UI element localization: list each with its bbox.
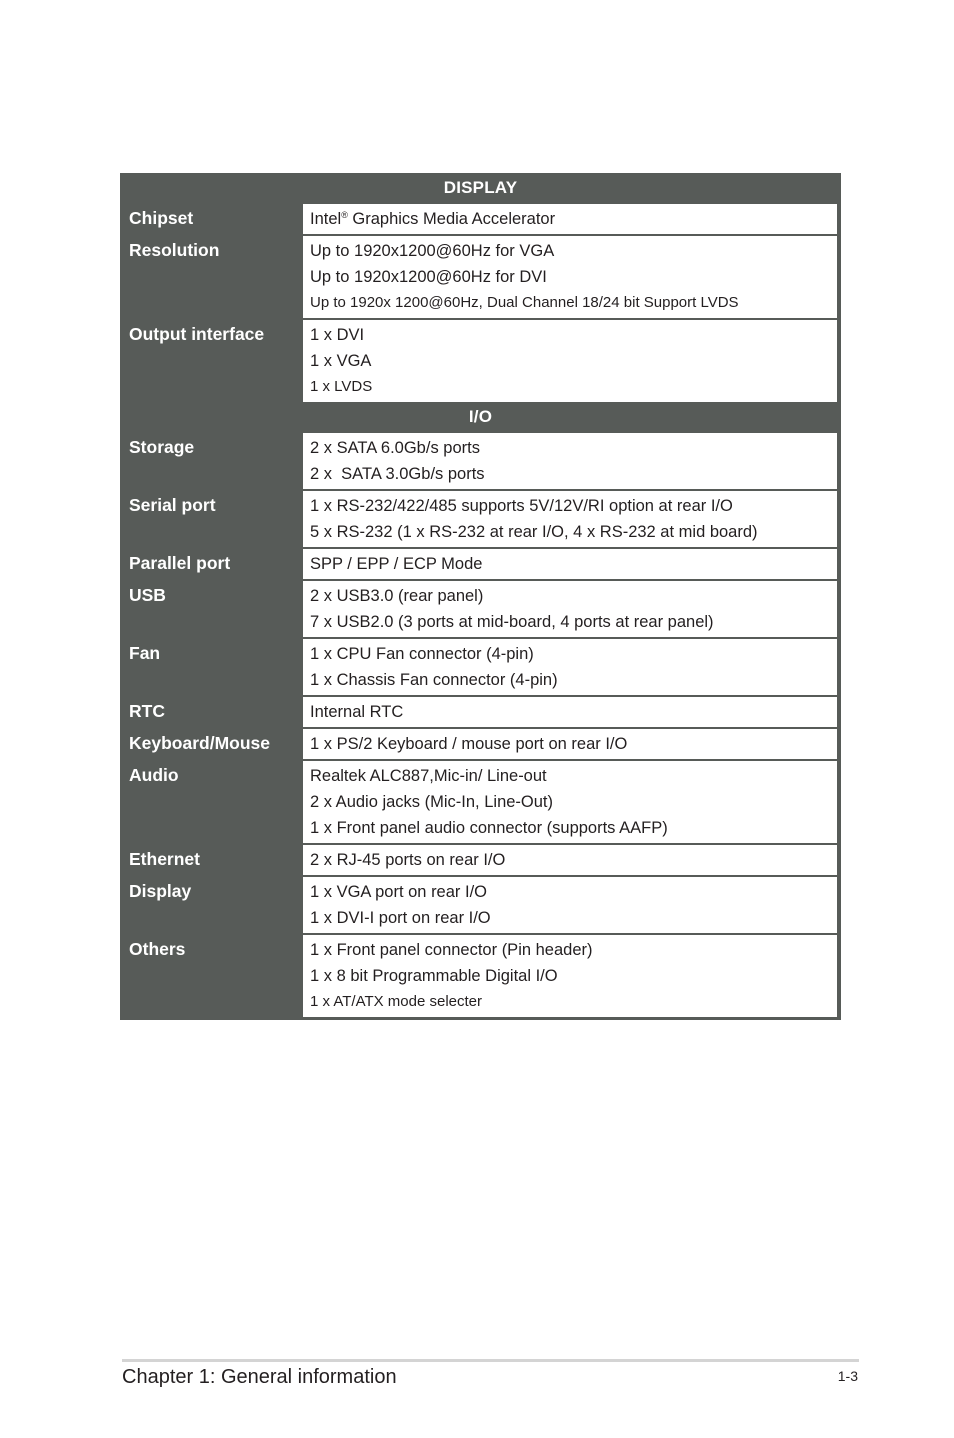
spec-row-values (303, 320, 837, 402)
spec-value-line: 1 x DVI-I port on rear I/O (310, 909, 491, 927)
spec-value-line: Realtek ALC887,Mic-in/ Line-out (310, 767, 547, 785)
spec-row-values (303, 729, 837, 759)
spec-value-line: 1 x 8 bit Programmable Digital I/O (310, 967, 558, 985)
spec-row-label: Fan (129, 643, 161, 663)
spec-value-line: 5 x RS-232 (1 x RS-232 at rear I/O, 4 x RS-232 at mid board) (310, 523, 758, 541)
spec-value-line: 1 x RS-232/422/485 supports 5V/12V/RI option at rear I/O (310, 497, 733, 515)
spec-row (120, 234, 837, 318)
footer-page-number: 1-3 (837, 1368, 858, 1384)
spec-value-line: 1 x DVI (310, 326, 365, 344)
spec-value-line: 1 x VGA port on rear I/O (310, 883, 487, 901)
spec-value-line: 1 x Front panel connector (Pin header) (310, 941, 593, 959)
spec-row (120, 432, 837, 489)
footer-chapter-title: Chapter 1: General information (122, 1366, 397, 1388)
spec-row (120, 727, 837, 759)
footer-rule (122, 1359, 859, 1362)
spec-value-line: 1 x Chassis Fan connector (4-pin) (310, 671, 558, 689)
spec-value-line: 2 x RJ-45 ports on rear I/O (310, 851, 506, 869)
spec-value-line: Internal RTC (310, 703, 404, 721)
spec-value-line: SPP / EPP / ECP Mode (310, 555, 483, 573)
spec-row-values (303, 433, 837, 489)
spec-row-values (303, 491, 837, 547)
spec-value-line: Up to 1920x1200@60Hz for DVI (310, 268, 547, 286)
spec-value-line: 1 x Front panel audio connector (supports AAFP) (310, 819, 668, 837)
spec-value-line: 2 x Audio jacks (Mic-In, Line-Out) (310, 793, 554, 811)
spec-row (120, 637, 837, 695)
spec-row-values (303, 204, 837, 234)
spec-value-line: 1 x PS/2 Keyboard / mouse port on rear I/O (310, 735, 628, 753)
spec-value-line: 2 x SATA 3.0Gb/s ports (310, 465, 485, 483)
spec-value-line (310, 206, 837, 232)
spec-row (120, 875, 837, 933)
spec-row (120, 843, 837, 875)
spec-row-values (303, 877, 837, 933)
spec-row-label: Display (129, 881, 192, 901)
spec-row (120, 695, 837, 727)
spec-row-label: RTC (129, 701, 165, 721)
spec-row-label: Serial port (129, 495, 216, 515)
spec-row-values (303, 549, 837, 579)
spec-row-values (303, 639, 837, 695)
spec-value-line: 1 x VGA (310, 352, 372, 370)
spec-row (120, 318, 837, 402)
spec-value-line: 1 x CPU Fan connector (4-pin) (310, 645, 534, 663)
spec-value-text: Intel (310, 210, 342, 228)
spec-row-label: Audio (129, 765, 179, 785)
spec-row-values (303, 761, 837, 843)
spec-value-line: Up to 1920x1200@60Hz for VGA (310, 242, 555, 260)
spec-value-line: Up to 1920x 1200@60Hz, Dual Channel 18/24 bit Support LVDS (310, 294, 739, 311)
spec-row-values (303, 935, 837, 1017)
spec-value-line: 1 x LVDS (310, 378, 373, 395)
spec-row (120, 547, 837, 579)
spec-row-label: Resolution (129, 240, 220, 260)
spec-table (120, 173, 841, 1020)
spec-row-values (303, 581, 837, 637)
spec-row-label: Parallel port (129, 553, 231, 573)
spec-row-label: Keyboard/Mouse (129, 733, 270, 753)
spec-row (120, 933, 837, 1017)
spec-row (120, 489, 837, 547)
spec-value-line: 2 x SATA 6.0Gb/s ports (310, 439, 480, 457)
spec-row-values (303, 845, 837, 875)
spec-row-values (303, 236, 837, 318)
spec-row-label: Ethernet (129, 849, 200, 869)
spec-value-line: 7 x USB2.0 (3 ports at mid-board, 4 ports at rear panel) (310, 613, 714, 631)
spec-row (120, 203, 837, 234)
spec-row-label: USB (129, 585, 166, 605)
section-header: I/O (468, 407, 493, 426)
spec-row (120, 759, 837, 843)
spec-row-values (303, 697, 837, 727)
spec-row-label: Output interface (129, 324, 265, 344)
spec-value-text-rest: Graphics Media Accelerator (347, 210, 556, 228)
registered-mark: ® (341, 210, 348, 220)
spec-row-label: Storage (129, 437, 195, 457)
section-header: DISPLAY (443, 178, 518, 197)
spec-row (120, 579, 837, 637)
spec-row-label: Chipset (129, 208, 194, 228)
spec-value-line: 1 x AT/ATX mode selecter (310, 993, 483, 1010)
spec-value-line: 2 x USB3.0 (rear panel) (310, 587, 484, 605)
spec-row-label: Others (129, 939, 186, 959)
